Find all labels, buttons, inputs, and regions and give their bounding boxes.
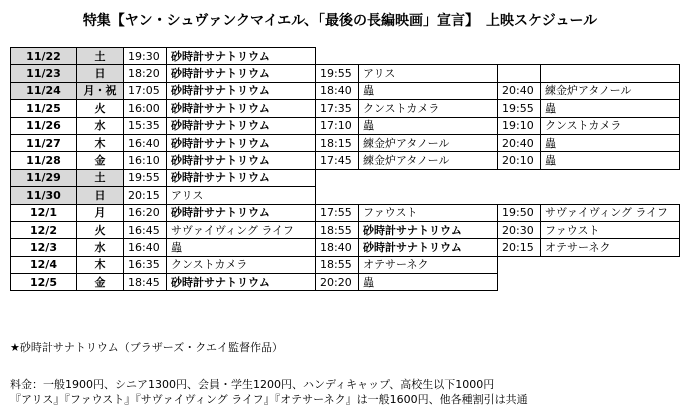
empty-cell <box>541 48 680 65</box>
schedule-date: 11/25 <box>11 100 77 117</box>
schedule-day: 月・祝 <box>77 82 124 99</box>
showtime: 16:35 <box>124 256 167 273</box>
showtime: 19:50 <box>498 204 541 221</box>
empty-cell <box>541 187 680 204</box>
schedule-row <box>11 256 680 273</box>
schedule-date: 11/27 <box>11 134 77 151</box>
film-title: 蟲 <box>359 82 498 99</box>
showtime: 16:45 <box>124 221 167 238</box>
film-title: 砂時計サナトリウム <box>167 82 316 99</box>
film-title: 砂時計サナトリウム <box>167 134 316 151</box>
schedule-row <box>11 204 680 221</box>
film-title: 蟲 <box>359 117 498 134</box>
schedule-day: 日 <box>77 65 124 82</box>
film-title: 砂時計サナトリウム <box>167 152 316 169</box>
empty-cell <box>316 169 359 186</box>
empty-cell <box>316 187 359 204</box>
schedule-row <box>11 169 680 186</box>
schedule-table <box>10 47 680 291</box>
schedule-row <box>11 134 680 151</box>
empty-cell <box>359 187 498 204</box>
empty-cell <box>316 48 359 65</box>
empty-cell <box>498 48 541 65</box>
showtime: 20:40 <box>498 134 541 151</box>
schedule-row <box>11 221 680 238</box>
schedule-day: 木 <box>77 256 124 273</box>
film-title: クンストカメラ <box>541 117 680 134</box>
film-title: クンストカメラ <box>167 256 316 273</box>
schedule-row <box>11 48 680 65</box>
empty-cell <box>498 169 541 186</box>
film-title: オテサーネク <box>541 239 680 256</box>
empty-cell <box>498 256 541 273</box>
showtime: 18:20 <box>124 65 167 82</box>
schedule-row <box>11 239 680 256</box>
schedule-date: 11/30 <box>11 187 77 204</box>
film-title: 蟲 <box>541 100 680 117</box>
film-title: 練金炉アタノール <box>359 152 498 169</box>
schedule-row <box>11 82 680 99</box>
film-title: 砂時計サナトリウム <box>167 65 316 82</box>
showtime: 20:15 <box>498 239 541 256</box>
showtime: 19:10 <box>498 117 541 134</box>
schedule-date: 11/22 <box>11 48 77 65</box>
film-title: 砂時計サナトリウム <box>359 221 498 238</box>
showtime: 17:10 <box>316 117 359 134</box>
schedule-day: 木 <box>77 134 124 151</box>
showtime: 20:40 <box>498 82 541 99</box>
showtime: 19:55 <box>316 65 359 82</box>
film-title: 砂時計サナトリウム <box>167 274 316 291</box>
showtime: 18:15 <box>316 134 359 151</box>
showtime: 19:30 <box>124 48 167 65</box>
film-title: 蟲 <box>359 274 498 291</box>
empty-cell <box>541 274 680 291</box>
film-title: 蟲 <box>541 134 680 151</box>
showtime: 16:40 <box>124 134 167 151</box>
schedule-day: 水 <box>77 117 124 134</box>
empty-cell <box>541 256 680 273</box>
schedule-date: 12/2 <box>11 221 77 238</box>
empty-cell <box>541 65 680 82</box>
director-note: ★砂時計サナトリウム（ブラザーズ・クエイ監督作品） <box>10 341 283 354</box>
empty-cell <box>359 48 498 65</box>
showtime: 15:35 <box>124 117 167 134</box>
page-title: 特集【ヤン・シュヴァンクマイエル、「最後の長編映画」宣言】 上映スケジュール <box>82 13 598 29</box>
showtime: 19:55 <box>498 100 541 117</box>
schedule-day: 金 <box>77 274 124 291</box>
empty-cell <box>541 169 680 186</box>
showtime: 19:55 <box>124 169 167 186</box>
schedule-date: 12/3 <box>11 239 77 256</box>
film-title: 砂時計サナトリウム <box>167 100 316 117</box>
schedule-date: 12/1 <box>11 204 77 221</box>
schedule-date: 11/29 <box>11 169 77 186</box>
film-title: 練金炉アタノール <box>359 134 498 151</box>
schedule-date: 11/23 <box>11 65 77 82</box>
film-title: 練金炉アタノール <box>541 82 680 99</box>
empty-cell <box>359 169 498 186</box>
film-title: 蟲 <box>167 239 316 256</box>
schedule-day: 日 <box>77 187 124 204</box>
schedule-date: 11/24 <box>11 82 77 99</box>
film-title: サヴァイヴィング ライフ <box>541 204 680 221</box>
schedule-row <box>11 100 680 117</box>
schedule-day: 水 <box>77 239 124 256</box>
empty-cell <box>498 187 541 204</box>
film-title: 砂時計サナトリウム <box>167 204 316 221</box>
schedule-date: 12/5 <box>11 274 77 291</box>
film-title: ファウスト <box>541 221 680 238</box>
price-note: 料金：一般1900円、シニア1300円、会員・学生1200円、ハンディキャップ、高校生以下1000円 <box>10 378 495 391</box>
schedule-row <box>11 152 680 169</box>
showtime: 17:45 <box>316 152 359 169</box>
film-title: アリス <box>359 65 498 82</box>
schedule-day: 金 <box>77 152 124 169</box>
empty-cell <box>498 274 541 291</box>
showtime: 16:20 <box>124 204 167 221</box>
film-title: ファウスト <box>359 204 498 221</box>
film-title: 砂時計サナトリウム <box>167 48 316 65</box>
showtime: 18:40 <box>316 82 359 99</box>
showtime: 18:55 <box>316 256 359 273</box>
showtime: 20:15 <box>124 187 167 204</box>
film-title: 砂時計サナトリウム <box>359 239 498 256</box>
showtime: 18:45 <box>124 274 167 291</box>
film-title: オテサーネク <box>359 256 498 273</box>
film-title: 砂時計サナトリウム <box>167 169 316 186</box>
schedule-date: 12/4 <box>11 256 77 273</box>
film-title: 砂時計サナトリウム <box>167 117 316 134</box>
schedule-row <box>11 65 680 82</box>
price-note-special: 『アリス』『ファウスト』『サヴァイヴィング ライフ』『オテサーネク』は一般1600円、他各種割引は共通 <box>10 393 528 406</box>
showtime: 18:55 <box>316 221 359 238</box>
empty-cell <box>498 65 541 82</box>
schedule-row <box>11 187 680 204</box>
film-title: 蟲 <box>541 152 680 169</box>
showtime: 17:05 <box>124 82 167 99</box>
showtime: 17:35 <box>316 100 359 117</box>
showtime: 20:10 <box>498 152 541 169</box>
schedule-row <box>11 117 680 134</box>
schedule-date: 11/26 <box>11 117 77 134</box>
showtime: 20:30 <box>498 221 541 238</box>
showtime: 16:10 <box>124 152 167 169</box>
schedule-day: 火 <box>77 221 124 238</box>
showtime: 20:20 <box>316 274 359 291</box>
film-title: アリス <box>167 187 316 204</box>
schedule-day: 火 <box>77 100 124 117</box>
schedule-day: 月 <box>77 204 124 221</box>
showtime: 16:40 <box>124 239 167 256</box>
schedule-row <box>11 274 680 291</box>
showtime: 17:55 <box>316 204 359 221</box>
film-title: サヴァイヴィング ライフ <box>167 221 316 238</box>
schedule-day: 土 <box>77 48 124 65</box>
schedule-day: 土 <box>77 169 124 186</box>
showtime: 18:40 <box>316 239 359 256</box>
showtime: 16:00 <box>124 100 167 117</box>
film-title: クンストカメラ <box>359 100 498 117</box>
schedule-date: 11/28 <box>11 152 77 169</box>
